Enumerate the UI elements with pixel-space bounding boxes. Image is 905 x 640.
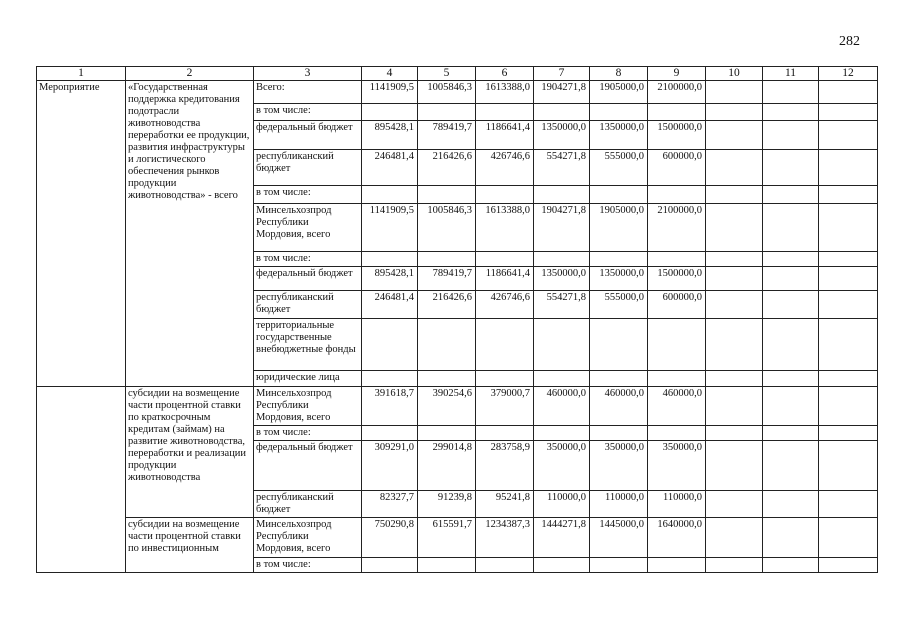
source-cell: Минсельхозпрод Республики Мордовия, всего <box>254 203 362 251</box>
empty-cell <box>476 251 534 266</box>
value-cell: 460000,0 <box>534 386 590 425</box>
value-cell: 460000,0 <box>648 386 706 425</box>
source-cell: республиканский бюджет <box>254 490 362 517</box>
source-cell: республиканский бюджет <box>254 290 362 318</box>
empty-cell <box>534 104 590 121</box>
column-header: 7 <box>534 67 590 81</box>
empty-cell <box>648 425 706 440</box>
value-cell: 350000,0 <box>590 440 648 490</box>
empty-cell <box>648 557 706 572</box>
value-cell: 95241,8 <box>476 490 534 517</box>
value-cell: 600000,0 <box>648 150 706 186</box>
table-row <box>37 203 878 251</box>
source-cell: республиканский бюджет <box>254 150 362 186</box>
value-cell: 1905000,0 <box>590 81 648 104</box>
value-cell: 379000,7 <box>476 386 534 425</box>
source-cell: в том числе: <box>254 104 362 121</box>
empty-cell <box>534 318 590 370</box>
value-cell: 1640000,0 <box>648 517 706 557</box>
empty-cell <box>819 557 878 572</box>
measure-name-cell: субсидии на возмещение части процентной ставки по краткосрочным кредитам (займам) на развитие животноводства, переработки и реализации продукции животноводства <box>126 386 254 517</box>
empty-cell <box>819 104 878 121</box>
empty-cell <box>763 186 819 203</box>
value-cell: 555000,0 <box>590 290 648 318</box>
empty-cell <box>648 104 706 121</box>
source-cell: в том числе: <box>254 186 362 203</box>
table-row <box>37 386 878 425</box>
empty-cell <box>534 186 590 203</box>
measure-name-cell <box>126 203 254 386</box>
column-header: 9 <box>648 67 706 81</box>
empty-cell <box>819 203 878 251</box>
empty-cell <box>418 104 476 121</box>
empty-cell <box>590 318 648 370</box>
empty-cell <box>362 318 418 370</box>
value-cell: 426746,6 <box>476 150 534 186</box>
column-header: 1 <box>37 67 126 81</box>
empty-cell <box>362 251 418 266</box>
empty-cell <box>476 425 534 440</box>
source-cell: в том числе: <box>254 557 362 572</box>
value-cell: 216426,6 <box>418 290 476 318</box>
empty-cell <box>763 266 819 290</box>
empty-cell <box>534 425 590 440</box>
source-cell: в том числе: <box>254 425 362 440</box>
source-cell: юридические лица <box>254 370 362 386</box>
empty-cell <box>362 425 418 440</box>
empty-cell <box>590 425 648 440</box>
value-cell: 1141909,5 <box>362 203 418 251</box>
empty-cell <box>706 186 763 203</box>
empty-cell <box>418 251 476 266</box>
value-cell: 1350000,0 <box>534 121 590 150</box>
value-cell: 216426,6 <box>418 150 476 186</box>
empty-cell <box>763 490 819 517</box>
value-cell: 1500000,0 <box>648 266 706 290</box>
row-type-cell <box>37 386 126 572</box>
empty-cell <box>819 490 878 517</box>
empty-cell <box>534 251 590 266</box>
empty-cell <box>819 81 878 104</box>
empty-cell <box>362 370 418 386</box>
empty-cell <box>819 290 878 318</box>
empty-cell <box>706 425 763 440</box>
empty-cell <box>819 251 878 266</box>
empty-cell <box>706 557 763 572</box>
value-cell: 1234387,3 <box>476 517 534 557</box>
empty-cell <box>706 251 763 266</box>
empty-cell <box>819 121 878 150</box>
empty-cell <box>590 104 648 121</box>
value-cell: 1613388,0 <box>476 81 534 104</box>
empty-cell <box>476 370 534 386</box>
page-number: 282 <box>839 34 860 49</box>
empty-cell <box>819 440 878 490</box>
empty-cell <box>418 318 476 370</box>
empty-cell <box>418 370 476 386</box>
empty-cell <box>534 557 590 572</box>
empty-cell <box>819 370 878 386</box>
value-cell: 426746,6 <box>476 290 534 318</box>
value-cell: 554271,8 <box>534 290 590 318</box>
empty-cell <box>706 440 763 490</box>
empty-cell <box>706 490 763 517</box>
column-header: 12 <box>819 67 878 81</box>
empty-cell <box>819 186 878 203</box>
empty-cell <box>706 370 763 386</box>
empty-cell <box>590 251 648 266</box>
value-cell: 299014,8 <box>418 440 476 490</box>
empty-cell <box>763 557 819 572</box>
value-cell: 110000,0 <box>534 490 590 517</box>
source-cell: Минсельхозпрод Республики Мордовия, всего <box>254 386 362 425</box>
budget-table <box>36 66 878 573</box>
header-row <box>37 67 878 81</box>
value-cell: 309291,0 <box>362 440 418 490</box>
value-cell: 1905000,0 <box>590 203 648 251</box>
source-cell: федеральный бюджет <box>254 440 362 490</box>
value-cell: 110000,0 <box>648 490 706 517</box>
value-cell: 1350000,0 <box>534 266 590 290</box>
column-header: 4 <box>362 67 418 81</box>
empty-cell <box>648 318 706 370</box>
empty-cell <box>763 370 819 386</box>
value-cell: 615591,7 <box>418 517 476 557</box>
empty-cell <box>819 425 878 440</box>
value-cell: 283758,9 <box>476 440 534 490</box>
value-cell: 600000,0 <box>648 290 706 318</box>
row-type-cell: Мероприятие <box>37 81 126 387</box>
empty-cell <box>476 318 534 370</box>
empty-cell <box>763 121 819 150</box>
value-cell: 246481,4 <box>362 150 418 186</box>
value-cell: 1141909,5 <box>362 81 418 104</box>
table-row <box>37 517 878 557</box>
empty-cell <box>648 251 706 266</box>
value-cell: 460000,0 <box>590 386 648 425</box>
column-header: 11 <box>763 67 819 81</box>
empty-cell <box>362 104 418 121</box>
empty-cell <box>706 81 763 104</box>
value-cell: 1500000,0 <box>648 121 706 150</box>
value-cell: 1445000,0 <box>590 517 648 557</box>
empty-cell <box>476 104 534 121</box>
value-cell: 1005846,3 <box>418 81 476 104</box>
empty-cell <box>819 150 878 186</box>
empty-cell <box>763 81 819 104</box>
column-header: 8 <box>590 67 648 81</box>
empty-cell <box>706 318 763 370</box>
empty-cell <box>706 266 763 290</box>
empty-cell <box>819 517 878 557</box>
value-cell: 1186641,4 <box>476 266 534 290</box>
value-cell: 91239,8 <box>418 490 476 517</box>
value-cell: 1904271,8 <box>534 203 590 251</box>
value-cell: 750290,8 <box>362 517 418 557</box>
empty-cell <box>648 370 706 386</box>
value-cell: 555000,0 <box>590 150 648 186</box>
empty-cell <box>763 203 819 251</box>
empty-cell <box>590 557 648 572</box>
source-cell: в том числе: <box>254 251 362 266</box>
column-header: 2 <box>126 67 254 81</box>
empty-cell <box>706 104 763 121</box>
empty-cell <box>763 318 819 370</box>
empty-cell <box>706 517 763 557</box>
column-header: 3 <box>254 67 362 81</box>
value-cell: 895428,1 <box>362 266 418 290</box>
value-cell: 391618,7 <box>362 386 418 425</box>
empty-cell <box>706 290 763 318</box>
value-cell: 390254,6 <box>418 386 476 425</box>
empty-cell <box>763 251 819 266</box>
empty-cell <box>763 150 819 186</box>
empty-cell <box>706 121 763 150</box>
empty-cell <box>418 557 476 572</box>
value-cell: 1904271,8 <box>534 81 590 104</box>
empty-cell <box>706 203 763 251</box>
empty-cell <box>763 517 819 557</box>
source-cell: федеральный бюджет <box>254 121 362 150</box>
empty-cell <box>763 290 819 318</box>
value-cell: 1350000,0 <box>590 121 648 150</box>
column-header: 10 <box>706 67 763 81</box>
value-cell: 2100000,0 <box>648 81 706 104</box>
source-cell: федеральный бюджет <box>254 266 362 290</box>
empty-cell <box>590 370 648 386</box>
measure-name-cell: субсидии на возмещение части процентной ставки по инвестиционным <box>126 517 254 572</box>
value-cell: 1005846,3 <box>418 203 476 251</box>
source-cell: Всего: <box>254 81 362 104</box>
empty-cell <box>819 386 878 425</box>
empty-cell <box>476 557 534 572</box>
value-cell: 110000,0 <box>590 490 648 517</box>
empty-cell <box>534 370 590 386</box>
source-cell: Минсельхозпрод Республики Мордовия, всего <box>254 517 362 557</box>
empty-cell <box>763 104 819 121</box>
empty-cell <box>648 186 706 203</box>
source-cell: территориальные государственные внебюджетные фонды <box>254 318 362 370</box>
value-cell: 895428,1 <box>362 121 418 150</box>
value-cell: 554271,8 <box>534 150 590 186</box>
value-cell: 246481,4 <box>362 290 418 318</box>
table-row <box>37 81 878 104</box>
empty-cell <box>362 186 418 203</box>
value-cell: 2100000,0 <box>648 203 706 251</box>
empty-cell <box>819 266 878 290</box>
value-cell: 1613388,0 <box>476 203 534 251</box>
column-header: 6 <box>476 67 534 81</box>
empty-cell <box>763 440 819 490</box>
value-cell: 1186641,4 <box>476 121 534 150</box>
empty-cell <box>819 318 878 370</box>
empty-cell <box>590 186 648 203</box>
value-cell: 1350000,0 <box>590 266 648 290</box>
value-cell: 350000,0 <box>648 440 706 490</box>
value-cell: 1444271,8 <box>534 517 590 557</box>
empty-cell <box>706 386 763 425</box>
empty-cell <box>362 557 418 572</box>
empty-cell <box>418 186 476 203</box>
column-header: 5 <box>418 67 476 81</box>
value-cell: 789419,7 <box>418 121 476 150</box>
measure-name-cell: «Государственная поддержка кредитования подотрасли животноводства переработки ее продукции, развития инфраструктуры и логистического обеспечения рынков продукции животноводства» - всего <box>126 81 254 204</box>
empty-cell <box>418 425 476 440</box>
empty-cell <box>476 186 534 203</box>
empty-cell <box>763 386 819 425</box>
value-cell: 789419,7 <box>418 266 476 290</box>
empty-cell <box>706 150 763 186</box>
empty-cell <box>763 425 819 440</box>
value-cell: 82327,7 <box>362 490 418 517</box>
value-cell: 350000,0 <box>534 440 590 490</box>
